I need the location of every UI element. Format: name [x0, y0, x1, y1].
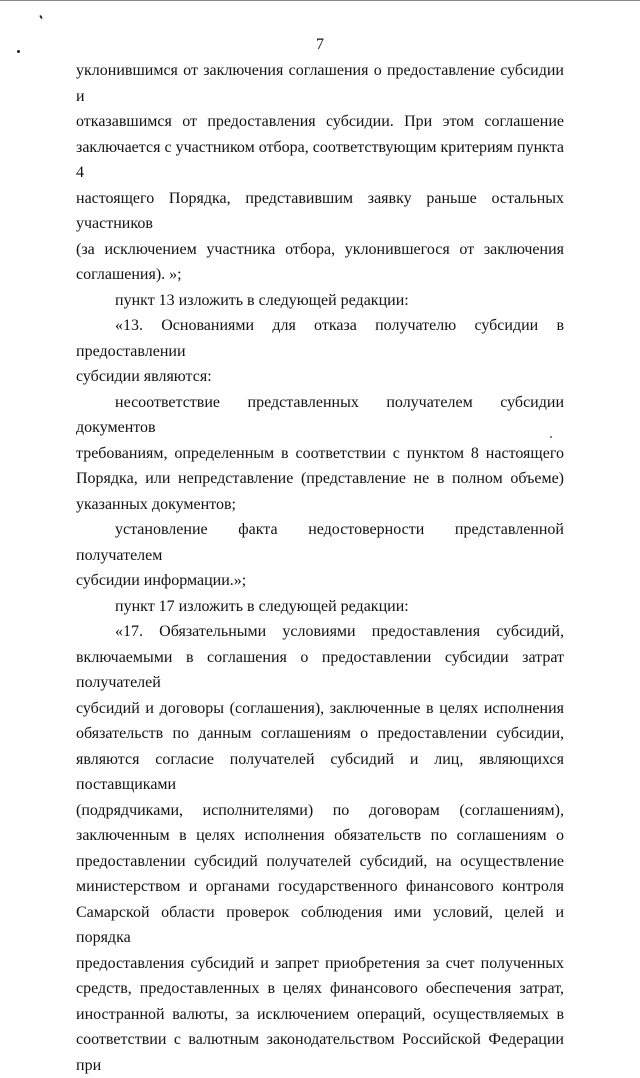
text-line: «13. Основаниями для отказа получателю субсидии в предоставлении — [76, 317, 564, 360]
text-line: включаемыми в соглашения о предоставлении субсидии затрат получателей — [76, 648, 564, 691]
text-line: несоответствие представленных получателем субсидии документов — [76, 393, 564, 436]
text-line: субсидий и договоры (соглашения), заключенные в целях исполнения — [76, 699, 564, 717]
text-line: иностранной валюты, за исключением операций, осуществляемых в — [76, 1005, 564, 1023]
text-line: требованиям, определенным в соответствии с пунктом 8 настоящего — [76, 444, 564, 462]
page-number: 7 — [316, 36, 324, 53]
text-line: (подрядчиками, исполнителями) по договорам (соглашениям), — [76, 801, 564, 819]
text-line: субсидии являются: — [76, 368, 212, 385]
scan-top-edge — [0, 0, 640, 1]
text-line: предоставлении субсидий получателей субсидий, на осуществление — [76, 852, 564, 870]
text-line: Порядка, или непредставление (представление не в полном объеме) — [76, 470, 564, 487]
text-line: соответствии с валютным законодательством Российской Федерации при — [76, 1031, 564, 1074]
text-line: средств, предоставленных в целях финансового обеспечения затрат, — [76, 980, 564, 997]
scan-speck — [39, 15, 43, 19]
text-line: уклонившимся от заключения соглашения о предоставление субсидии и — [76, 62, 564, 105]
text-line: предоставления субсидий и запрет приобретения за счет полученных — [76, 954, 564, 972]
text-line: (за исключением участника отбора, уклонившегося от заключения — [76, 240, 564, 258]
text-line: установление факта недостоверности представленной получателем — [76, 521, 564, 564]
text-line: указанных документов; — [76, 495, 236, 513]
text-line: Самарской области проверок соблюдения ими условий, целей и порядка — [76, 903, 564, 946]
text-line: пункт 17 изложить в следующей редакции: — [115, 597, 409, 615]
text-line: заключается с участником отбора, соответствующим критериям пункта 4 — [76, 138, 564, 181]
text-line: обязательств по данным соглашениям о предоставлении субсидии, — [76, 725, 564, 742]
text-line: пункт 13 изложить в следующей редакции: — [115, 291, 409, 309]
text-line: заключенным в целях исполнения обязательств по соглашениям о — [76, 827, 564, 844]
text-line: отказавшимся от предоставления субсидии. При этом соглашение — [76, 113, 564, 130]
text-line: «17. Обязательными условиями предоставления субсидий, — [115, 623, 564, 640]
text-line: соглашения). »; — [76, 266, 182, 283]
text-line: настоящего Порядка, представившим заявку раньше остальных участников — [76, 189, 564, 232]
text-line: министерством и органами государственного финансового контроля — [76, 878, 564, 895]
text-line: субсидии информации.»; — [76, 572, 247, 589]
document-body — [76, 58, 564, 1078]
text-line: являются согласие получателей субсидий и лиц, являющихся поставщиками — [76, 750, 564, 793]
